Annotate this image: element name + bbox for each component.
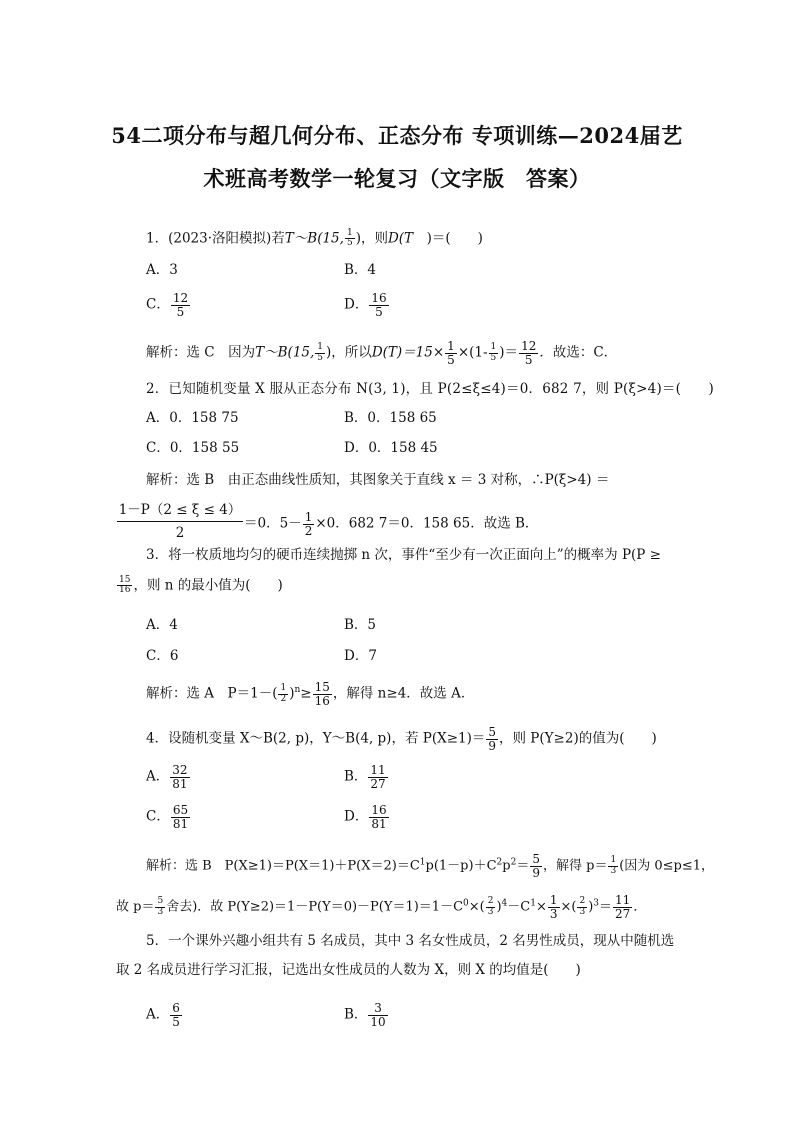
q5-stem-line1: 5．一个课外兴趣小组共有 5 名成员，其中 3 名女性成员，2 名男性成员，现从中随机选: [146, 933, 675, 949]
q2-option-d: D．0．158 45: [344, 440, 438, 456]
q2-solution-line1: 解析：选 B 由正态曲线性质知，其图象关于直线 x ＝ 3 对称，∴P(ξ>4) ＝: [146, 472, 610, 488]
q1-option-a: A．3: [146, 262, 178, 278]
q3-solution: 解析：选 A P＝1－( $\frac{1}{2}$ )$^n$≥ $\frac{15}{16}$ ，解得 n≥4．故选 A．: [146, 680, 475, 708]
q5-option-a: A． $\frac{6}{5}$: [146, 1001, 180, 1029]
q2-solution-line2: ＝0．5－ $\frac{1}{2}$ ×0．682 7＝0．158 65．故选 B．: [244, 510, 539, 538]
q3-stem-line1: 3．将一枚质地均匀的硬币连续抛掷 n 次，事件“至少有一次正面向上”的概率为 P(P ≥: [146, 547, 661, 563]
q5-option-b: B． $\frac{3}{10}$: [344, 1001, 386, 1029]
q5-stem-line2: 取 2 名成员进行学习汇报，记选出女性成员的人数为 X，则 X 的均值是( ): [116, 962, 581, 978]
q4-solution-line2: 故 p＝ $\frac{5}{3}$ 舍去)．故 $P(Y\ge 2)=1-P(Y=0)-P(Y=1)=1-C^0\times$( $\frac{2}{3}$ )$^4-C^1\times$ $\frac{1}{3}$ ×( $\frac{2}{3}$ )$^3$＝ $\frac{11}{27}$ ．: [116, 893, 647, 921]
q3-option-c: C．6: [146, 648, 179, 664]
doc-title-line1: 54二项分布与超几何分布、正态分布 专项训练—2024届艺: [111, 123, 683, 148]
q4-option-a: A． $\frac{32}{81}$: [146, 763, 188, 791]
q2-option-c: C．0．158 55: [146, 440, 240, 456]
q1-option-b: B．4: [344, 262, 377, 278]
q4-option-c: C． $\frac{65}{81}$: [146, 803, 189, 831]
q1-stem-fraction: $\frac{1}{5}$: [346, 228, 353, 249]
q3-stem-line2: $\frac{15}{16}$ ，则 n 的最小值为( ): [119, 575, 283, 596]
q3-option-d: D．7: [344, 648, 377, 664]
q3-option-a: A．4: [146, 617, 178, 633]
q1-solution: 解析：选 C 因为T～B(15, $\frac{1}{5}$ )，所以D(T)＝15× $\frac{1}{5}$ ×(1- $\frac{1}{5}$ )＝ $\frac{12}{5}$ ．故选：C．: [146, 339, 618, 367]
q1-option-d: D． $\frac{16}{5}$: [344, 291, 387, 319]
q3-option-b: B．5: [344, 617, 377, 633]
q2-option-b: B．0．158 65: [344, 410, 437, 426]
q1-option-c: C． $\frac{12}{5}$: [146, 291, 189, 319]
q2-option-a: A．0．158 75: [146, 410, 239, 426]
q4-stem: 4．设随机变量 X～B(2, p)，Y～B(4, p)，若 P(X≥1)＝ $\frac{5}{9}$ ，则 P(Y≥2)的值为( ): [146, 725, 657, 753]
q2-solution-fraction: 1－P（2 ≤ ξ ≤ 4） 2: [117, 498, 243, 541]
doc-title-line2: 术班高考数学一轮复习（文字版 答案）: [203, 166, 591, 191]
q4-option-b: B． $\frac{11}{27}$: [344, 763, 386, 791]
q1-stem: 1．(2023·洛阳模拟)若T～B(15, $\frac{1}{5}$ )，则D(T )＝( ): [146, 228, 483, 249]
q4-option-d: D． $\frac{16}{81}$: [344, 803, 387, 831]
q2-stem: 2．已知随机变量 X 服从正态分布 N(3, 1)，且 P(2≤ξ≤4)＝0．682 7，则 P(ξ>4)＝( ): [146, 381, 714, 397]
q4-solution-line1: 解析：选 B $P(X\ge 1)=P(X=1)+P(X=2)=C^1p(1-p)+C^2p^2=$ $\frac{5}{9}$ ，解得 p＝ $\frac{1}{3}$ (因为 0≤p≤1，: [146, 852, 715, 880]
